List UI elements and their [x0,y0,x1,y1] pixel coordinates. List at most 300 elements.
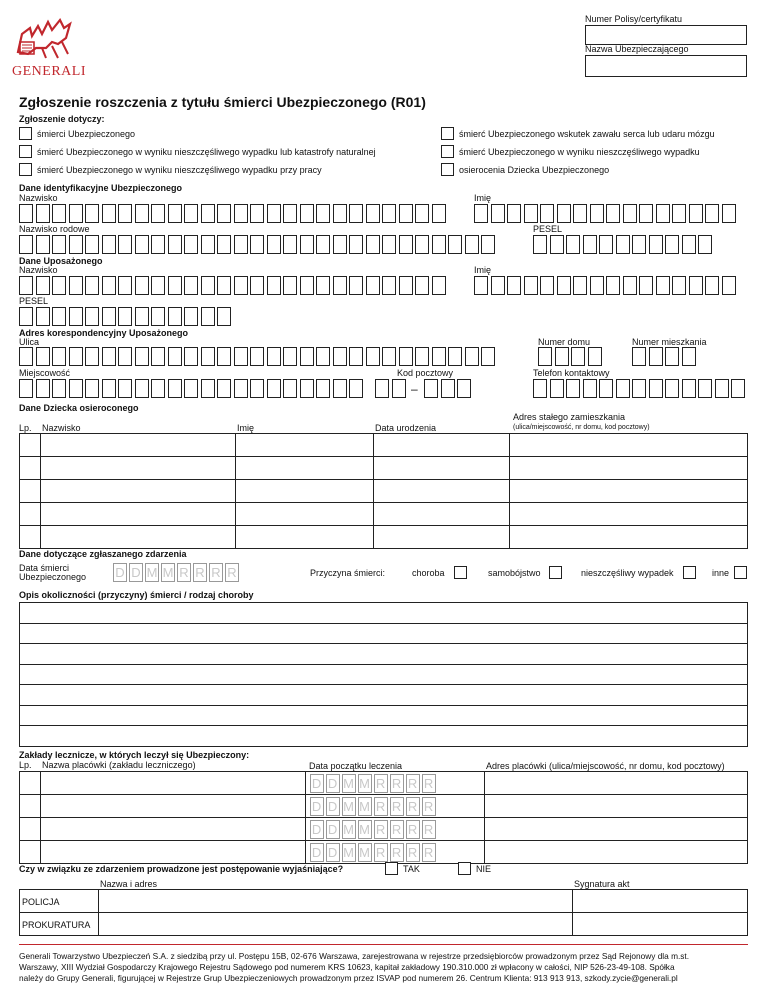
date-cell[interactable]: D [310,820,324,839]
char-cell[interactable] [349,347,363,366]
char-cell[interactable] [36,379,50,398]
date-cell[interactable]: R [390,820,404,839]
table-cell[interactable] [20,705,748,726]
char-cell[interactable] [217,307,231,326]
insured-birth-surname-cells[interactable] [19,235,498,254]
date-cell[interactable]: R [406,774,420,793]
table-cell[interactable] [235,503,373,526]
char-cell[interactable] [731,379,745,398]
char-cell[interactable] [168,347,182,366]
char-cell[interactable] [267,276,281,295]
char-cell[interactable] [616,235,630,254]
char-cell[interactable] [300,379,314,398]
char-cell[interactable] [300,204,314,223]
date-cell[interactable]: D [310,797,324,816]
table-cell[interactable] [20,890,99,913]
char-cell[interactable] [573,204,587,223]
char-cell[interactable] [250,204,264,223]
char-cell[interactable] [267,235,281,254]
beneficiary-surname-cells[interactable] [19,276,448,295]
char-cell[interactable] [616,379,630,398]
table-cell[interactable] [485,841,748,864]
char-cell[interactable] [392,379,406,398]
char-cell[interactable] [201,307,215,326]
date-cell[interactable]: R [374,820,388,839]
beneficiary-pesel-cells[interactable] [19,307,234,326]
char-cell[interactable] [682,379,696,398]
char-cell[interactable] [151,204,165,223]
char-cell[interactable] [217,276,231,295]
char-cell[interactable] [19,307,33,326]
char-cell[interactable] [201,276,215,295]
char-cell[interactable] [533,379,547,398]
table-cell[interactable] [20,457,41,480]
checkbox-insured-death[interactable] [19,127,32,140]
postal-code-cells-1[interactable] [375,379,408,398]
char-cell[interactable] [52,379,66,398]
date-cell[interactable]: D [129,563,143,582]
checkbox-accident-cause[interactable] [683,566,696,579]
char-cell[interactable] [19,379,33,398]
insured-name-cells[interactable] [474,204,738,223]
char-cell[interactable] [151,276,165,295]
char-cell[interactable] [448,347,462,366]
table-cell[interactable] [40,434,235,457]
char-cell[interactable] [705,276,719,295]
start-date-cells[interactable] [306,843,485,862]
date-cell[interactable]: R [406,820,420,839]
date-cell[interactable]: R [406,843,420,862]
char-cell[interactable] [672,204,686,223]
char-cell[interactable] [557,204,571,223]
date-cell[interactable]: D [326,774,340,793]
char-cell[interactable] [599,379,613,398]
table-cell[interactable] [20,726,748,747]
char-cell[interactable] [540,204,554,223]
char-cell[interactable] [722,276,736,295]
table-cell[interactable] [374,526,510,549]
char-cell[interactable] [639,204,653,223]
char-cell[interactable] [316,235,330,254]
table-cell[interactable] [305,818,485,841]
char-cell[interactable] [135,204,149,223]
char-cell[interactable] [102,235,116,254]
char-cell[interactable] [333,235,347,254]
table-cell[interactable] [235,434,373,457]
char-cell[interactable] [69,276,83,295]
char-cell[interactable] [52,307,66,326]
char-cell[interactable] [118,235,132,254]
char-cell[interactable] [52,347,66,366]
date-cell[interactable]: R [225,563,239,582]
table-cell[interactable] [98,890,572,913]
char-cell[interactable] [333,379,347,398]
char-cell[interactable] [571,347,585,366]
table-cell[interactable] [374,480,510,503]
char-cell[interactable] [632,235,646,254]
char-cell[interactable] [151,347,165,366]
date-cell[interactable]: D [310,843,324,862]
char-cell[interactable] [682,347,696,366]
char-cell[interactable] [432,276,446,295]
char-cell[interactable] [300,276,314,295]
char-cell[interactable] [184,379,198,398]
char-cell[interactable] [465,347,479,366]
char-cell[interactable] [118,379,132,398]
table-cell[interactable] [20,818,41,841]
start-date-cells[interactable] [306,774,485,793]
table-cell[interactable] [20,503,41,526]
date-cell[interactable]: R [422,843,436,862]
char-cell[interactable] [649,347,663,366]
char-cell[interactable] [349,235,363,254]
char-cell[interactable] [555,347,569,366]
char-cell[interactable] [333,276,347,295]
date-cell[interactable]: D [113,563,127,582]
char-cell[interactable] [217,204,231,223]
checkbox-orphan[interactable] [441,163,454,176]
char-cell[interactable] [267,379,281,398]
table-cell[interactable] [20,623,748,644]
table-cell[interactable] [20,913,99,936]
start-date-cells[interactable] [306,797,485,816]
char-cell[interactable] [507,276,521,295]
char-cell[interactable] [656,204,670,223]
checkbox-accident[interactable] [441,145,454,158]
char-cell[interactable] [599,235,613,254]
checkbox-accident-disaster[interactable] [19,145,32,158]
char-cell[interactable] [333,347,347,366]
table-cell[interactable] [235,526,373,549]
date-cell[interactable]: D [326,820,340,839]
checkbox-yes[interactable] [385,862,398,875]
date-cell[interactable]: M [343,798,354,814]
table-cell[interactable] [510,457,748,480]
char-cell[interactable] [250,235,264,254]
char-cell[interactable] [19,347,33,366]
char-cell[interactable] [474,204,488,223]
date-cell[interactable]: M [343,775,354,791]
house-number-cells[interactable] [538,347,604,366]
date-cell[interactable]: R [177,563,191,582]
char-cell[interactable] [135,235,149,254]
table-cell[interactable] [20,434,41,457]
char-cell[interactable] [590,204,604,223]
date-cell[interactable]: R [209,563,223,582]
char-cell[interactable] [19,204,33,223]
char-cell[interactable] [366,347,380,366]
char-cell[interactable] [524,204,538,223]
char-cell[interactable] [283,347,297,366]
char-cell[interactable] [168,204,182,223]
char-cell[interactable] [118,276,132,295]
date-cell[interactable]: M [162,565,174,580]
char-cell[interactable] [507,204,521,223]
char-cell[interactable] [632,379,646,398]
char-cell[interactable] [649,235,663,254]
char-cell[interactable] [19,235,33,254]
date-cell[interactable]: R [193,563,207,582]
date-cell[interactable]: M [359,775,370,791]
char-cell[interactable] [201,235,215,254]
char-cell[interactable] [722,204,736,223]
char-cell[interactable] [52,276,66,295]
char-cell[interactable] [665,379,679,398]
char-cell[interactable] [415,204,429,223]
table-cell[interactable] [40,457,235,480]
table-cell[interactable] [510,434,748,457]
char-cell[interactable] [432,235,446,254]
char-cell[interactable] [583,379,597,398]
char-cell[interactable] [184,347,198,366]
table-cell[interactable] [510,480,748,503]
table-cell[interactable] [40,841,305,864]
table-cell[interactable] [305,795,485,818]
char-cell[interactable] [102,204,116,223]
checkbox-suicide[interactable] [549,566,562,579]
char-cell[interactable] [399,204,413,223]
table-cell[interactable] [305,841,485,864]
char-cell[interactable] [382,235,396,254]
char-cell[interactable] [465,235,479,254]
char-cell[interactable] [623,204,637,223]
char-cell[interactable] [649,379,663,398]
char-cell[interactable] [168,276,182,295]
char-cell[interactable] [168,307,182,326]
char-cell[interactable] [533,235,547,254]
char-cell[interactable] [399,235,413,254]
table-cell[interactable] [374,503,510,526]
char-cell[interactable] [135,347,149,366]
checkbox-no[interactable] [458,862,471,875]
char-cell[interactable] [689,204,703,223]
char-cell[interactable] [168,379,182,398]
table-cell[interactable] [40,503,235,526]
char-cell[interactable] [69,379,83,398]
char-cell[interactable] [366,276,380,295]
char-cell[interactable] [118,204,132,223]
char-cell[interactable] [689,276,703,295]
char-cell[interactable] [36,235,50,254]
char-cell[interactable] [283,379,297,398]
char-cell[interactable] [557,276,571,295]
char-cell[interactable] [36,204,50,223]
char-cell[interactable] [639,276,653,295]
start-date-cells[interactable] [306,820,485,839]
char-cell[interactable] [481,347,495,366]
table-cell[interactable] [20,841,41,864]
char-cell[interactable] [333,204,347,223]
char-cell[interactable] [375,379,389,398]
date-cell[interactable]: R [374,797,388,816]
char-cell[interactable] [474,276,488,295]
char-cell[interactable] [36,347,50,366]
table-cell[interactable] [20,685,748,706]
char-cell[interactable] [201,347,215,366]
char-cell[interactable] [36,307,50,326]
char-cell[interactable] [672,276,686,295]
checkbox-other[interactable] [734,566,747,579]
table-cell[interactable] [235,480,373,503]
table-cell[interactable] [20,526,41,549]
date-cell[interactable]: R [422,797,436,816]
char-cell[interactable] [715,379,729,398]
char-cell[interactable] [665,235,679,254]
char-cell[interactable] [102,379,116,398]
char-cell[interactable] [366,235,380,254]
table-cell[interactable] [40,526,235,549]
char-cell[interactable] [705,204,719,223]
checkbox-illness[interactable] [454,566,467,579]
table-cell[interactable] [40,795,305,818]
char-cell[interactable] [250,276,264,295]
char-cell[interactable] [300,347,314,366]
date-cell[interactable]: M [343,844,354,860]
insurer-name-field[interactable] [585,55,747,77]
char-cell[interactable] [550,379,564,398]
table-cell[interactable] [20,480,41,503]
char-cell[interactable] [102,347,116,366]
date-cell[interactable]: M [359,844,370,860]
table-cell[interactable] [20,772,41,795]
date-cell[interactable]: R [390,843,404,862]
table-cell[interactable] [305,772,485,795]
char-cell[interactable] [415,235,429,254]
char-cell[interactable] [85,276,99,295]
char-cell[interactable] [481,235,495,254]
char-cell[interactable] [151,307,165,326]
char-cell[interactable] [184,235,198,254]
city-cells[interactable] [19,379,366,398]
char-cell[interactable] [424,379,438,398]
char-cell[interactable] [250,347,264,366]
char-cell[interactable] [283,235,297,254]
char-cell[interactable] [316,204,330,223]
char-cell[interactable] [69,235,83,254]
char-cell[interactable] [267,204,281,223]
char-cell[interactable] [234,347,248,366]
date-cell[interactable]: R [374,843,388,862]
char-cell[interactable] [151,379,165,398]
char-cell[interactable] [250,379,264,398]
char-cell[interactable] [85,307,99,326]
char-cell[interactable] [623,276,637,295]
char-cell[interactable] [583,235,597,254]
table-cell[interactable] [374,434,510,457]
date-cell[interactable]: M [359,798,370,814]
table-cell[interactable] [20,795,41,818]
char-cell[interactable] [382,276,396,295]
char-cell[interactable] [283,204,297,223]
char-cell[interactable] [135,276,149,295]
char-cell[interactable] [682,235,696,254]
table-cell[interactable] [510,503,748,526]
date-cell[interactable]: M [343,821,354,837]
date-cell[interactable]: R [390,774,404,793]
date-cell[interactable]: R [374,774,388,793]
table-cell[interactable] [40,772,305,795]
char-cell[interactable] [382,204,396,223]
table-cell[interactable] [374,457,510,480]
char-cell[interactable] [135,379,149,398]
table-cell[interactable] [20,644,748,665]
description-lines[interactable] [19,602,748,747]
char-cell[interactable] [118,307,132,326]
table-cell[interactable] [40,480,235,503]
char-cell[interactable] [217,235,231,254]
char-cell[interactable] [632,347,646,366]
char-cell[interactable] [36,276,50,295]
char-cell[interactable] [85,235,99,254]
char-cell[interactable] [698,379,712,398]
table-cell[interactable] [572,913,747,936]
insured-pesel-cells[interactable] [533,235,715,254]
beneficiary-name-cells[interactable] [474,276,738,295]
checkbox-heart-attack[interactable] [441,127,454,140]
table-cell[interactable] [40,818,305,841]
table-cell[interactable] [20,603,748,624]
date-cell[interactable]: D [326,843,340,862]
table-cell[interactable] [485,818,748,841]
char-cell[interactable] [698,235,712,254]
char-cell[interactable] [590,276,604,295]
date-cell[interactable]: R [390,797,404,816]
char-cell[interactable] [201,204,215,223]
char-cell[interactable] [234,235,248,254]
char-cell[interactable] [184,204,198,223]
char-cell[interactable] [415,276,429,295]
char-cell[interactable] [234,276,248,295]
char-cell[interactable] [19,276,33,295]
char-cell[interactable] [85,379,99,398]
date-cell[interactable]: R [422,774,436,793]
char-cell[interactable] [550,235,564,254]
death-date-cells[interactable] [113,563,241,582]
char-cell[interactable] [540,276,554,295]
char-cell[interactable] [85,347,99,366]
char-cell[interactable] [52,235,66,254]
char-cell[interactable] [606,276,620,295]
char-cell[interactable] [316,379,330,398]
char-cell[interactable] [606,204,620,223]
date-cell[interactable]: R [422,820,436,839]
table-cell[interactable] [235,457,373,480]
char-cell[interactable] [151,235,165,254]
insured-surname-cells[interactable] [19,204,448,223]
char-cell[interactable] [283,276,297,295]
char-cell[interactable] [491,276,505,295]
char-cell[interactable] [566,235,580,254]
checkbox-work-accident[interactable] [19,163,32,176]
char-cell[interactable] [349,204,363,223]
char-cell[interactable] [366,204,380,223]
char-cell[interactable] [168,235,182,254]
char-cell[interactable] [524,276,538,295]
char-cell[interactable] [349,379,363,398]
table-cell[interactable] [510,526,748,549]
char-cell[interactable] [102,276,116,295]
char-cell[interactable] [448,235,462,254]
char-cell[interactable] [184,276,198,295]
char-cell[interactable] [399,276,413,295]
char-cell[interactable] [135,307,149,326]
char-cell[interactable] [217,347,231,366]
char-cell[interactable] [201,379,215,398]
postal-code-cells-2[interactable] [424,379,474,398]
char-cell[interactable] [52,204,66,223]
street-cells[interactable] [19,347,498,366]
char-cell[interactable] [234,204,248,223]
